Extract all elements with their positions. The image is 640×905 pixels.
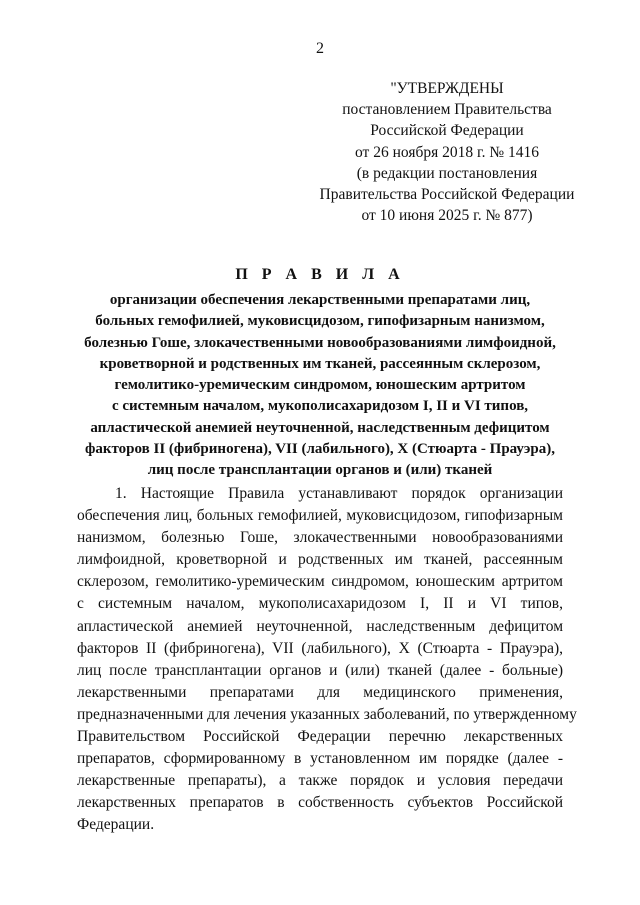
paragraph-line: апластической анемией неуточненной, наследственным дефицитом bbox=[77, 617, 563, 635]
approval-line: постановлением Правительства bbox=[342, 101, 552, 119]
paragraph-line: 1. Настоящие Правила устанавливают порядок организации bbox=[115, 485, 563, 502]
page-number: 2 bbox=[316, 40, 324, 57]
subtitle-line: факторов II (фибриногена), VII (лабильного), X (Стюарта - Прауэра), bbox=[84, 441, 555, 458]
subtitle-line: апластической анемией неуточненной, наследственным дефицитом bbox=[90, 419, 550, 436]
paragraph-line: лекарственных препаратов в собственность субъектов Российской bbox=[77, 794, 563, 812]
paragraph-line: предназначенными для лечения указанных заболеваний, по утвержденному bbox=[77, 705, 577, 723]
paragraph-line: обеспечения лиц, больных гемофилией, муковисцидозом, гипофизарным bbox=[77, 507, 563, 525]
subtitle-line: больных гемофилией, муковисцидозом, гипофизарным нанизмом, bbox=[95, 313, 545, 330]
paragraph-line: Федерации. bbox=[77, 816, 155, 834]
rules-subtitle bbox=[40, 290, 600, 482]
paragraph-line: препаратов, сформированному в установленном им порядке (далее - bbox=[77, 750, 563, 768]
subtitle-line: болезнью Гоше, злокачественными новообразованиями лимфоидной, bbox=[84, 334, 556, 351]
paragraph-line: нанизмом, болезнью Гоше, злокачественными новообразованиями bbox=[77, 529, 563, 547]
paragraph-line: лиц после трансплантации органов и (или) тканей (далее - больные) bbox=[77, 661, 563, 679]
paragraph-line: склерозом, гемолитико-уремическим синдромом, юношеским артритом bbox=[77, 573, 563, 591]
approval-line: "УТВЕРЖДЕНЫ bbox=[390, 80, 504, 97]
subtitle-line: гемолитико-уремическим синдромом, юношеским артритом bbox=[114, 377, 526, 394]
paragraph-line: факторов II (фибриногена), VII (лабильного), X (Стюарта - Прауэра), bbox=[77, 639, 563, 657]
rules-heading: П Р А В И Л А bbox=[235, 266, 405, 283]
subtitle-line: организации обеспечения лекарственными препаратами лиц, bbox=[109, 292, 531, 308]
subtitle-line: лиц после трансплантации органов и (или) тканей bbox=[147, 462, 493, 479]
paragraph-line: лимфоидной, кроветворной и родственных им тканей, рассеянным bbox=[77, 551, 563, 569]
subtitle-line: с системным началом, мукополисахаридозом I, II и VI типов, bbox=[111, 398, 529, 415]
approval-line: Правительства Российской Федерации bbox=[319, 186, 575, 204]
approval-line: от 26 ноября 2018 г. № 1416 bbox=[355, 143, 539, 161]
paragraph-line: лекарственные препараты), а также порядок и условия передачи bbox=[77, 772, 563, 790]
approval-line: Российской Федерации bbox=[370, 122, 524, 140]
approval-line: (в редакции постановления bbox=[356, 164, 538, 182]
paragraph-1 bbox=[77, 483, 577, 837]
paragraph-line: Правительством Российской Федерации перечню лекарственных bbox=[77, 728, 563, 746]
subtitle-line: кроветворной и родственных им тканей, рассеянным склерозом, bbox=[99, 355, 541, 372]
approval-stamp bbox=[312, 78, 582, 226]
paragraph-line: лекарственными препаратами для медицинского применения, bbox=[77, 683, 563, 701]
approval-line: от 10 июня 2025 г. № 877) bbox=[361, 207, 533, 225]
paragraph-line: с системным началом, мукополисахаридозом I, II и VI типов, bbox=[77, 595, 563, 613]
